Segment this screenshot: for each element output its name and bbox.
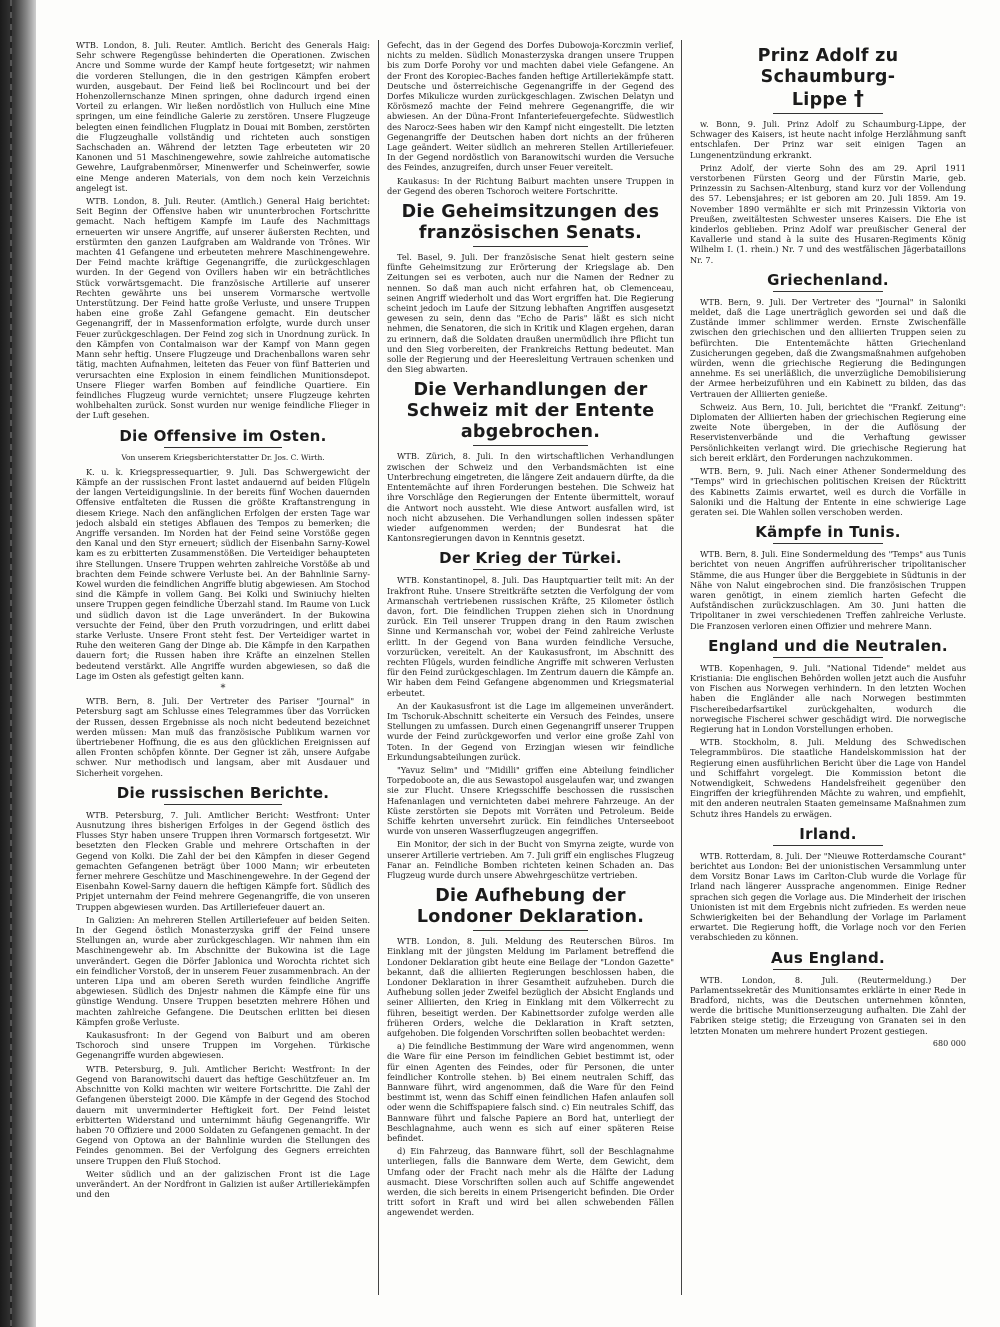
- headline-rule: [773, 291, 883, 292]
- book-binding-edge: [0, 0, 36, 1327]
- article-text: WTB. Zürich, 8. Juli. In den wirtschaftlichen Verhandlungen zwischen der Schweiz und den Verbandsmächten ist eine Unterbrechung eingetreten, die längere Zeit andauern dürfte, da die Ententemächte auf ihren Forderungen bestehen. Die Schweiz hat ihre Vorschläge den Regierungen der Entente übermittelt, worauf die Antwort noch aussteht. Wie diese Antwort ausfallen wird, ist noch nicht abzusehen. Die Verhandlungen sollen indessen später wieder aufgenommen werden; der Bundesrat hat die Kantonsregierungen davon in Kenntnis gesetzt.: [387, 451, 674, 544]
- article-text: WTB. Bern, 9. Juli. Der Vertreter des "Journal" in Saloniki meldet, daß die Lage unerträglich geworden sei und daß die Zustände immer schlimmer werden. Ernste Zwischenfälle zwischen den griechischen und den alliierten Truppen seien zu befürchten. Die Ententemächte hätten Griechenland Zusicherungen gegeben, daß die Zwangsmaßnahmen aufgehoben würden, wenn die griechische Regierung die Bedingungen annehme. Es sei unerläßlich, die unverzügliche Demobilisierung der Armee herbeizuführen und ein Kabinett zu bilden, das das Vertrauen der Alliierten genieße.: [690, 296, 966, 399]
- article-text: "Yavuz Selim" und "Midilli" griffen eine Abteilung feindlicher Torpedoboote an, die aus Sewastopol ausgelaufen war, und zwangen sie zur Flucht. Unsere Kriegsschiffe beschossen die russischen Hafenanlagen und vernichteten dabei mehrere Fahrzeuge. An der Küste zerstörten sie Depots mit Vorräten und Petroleum. Beide Schiffe kehrten unversehrt zurück. Ein feindliches Unterseeboot wurde von unseren Wasserflugzeugen angegriffen.: [387, 764, 674, 837]
- death-cross-icon: †: [853, 86, 865, 110]
- headline-line: Prinz Adolf zu Schaumburg-: [757, 46, 899, 87]
- headline-verhandlungen-schweiz: Die Verhandlungen der Schweiz mit der Entente abgebrochen.: [406, 380, 655, 443]
- headline-kaempfe-tunis: Kämpfe in Tunis.: [755, 523, 901, 542]
- headline-rule: [773, 543, 883, 544]
- article-text: WTB. Stockholm, 8. Juli. Meldung des Schwedischen Telegrammbüros. Die staatliche Handelskommission hat der Regierung einen ausführlichen Bericht über die Lage von Handel und Schiffahrt vorgelegt. Die Kommission betont die Notwendigkeit, Schwedens Handelsfreiheit gegenüber den Eingriffen der kriegführenden Mächte zu wahren, und empfiehlt, mit den anderen neutralen Staaten gemeinsame Maßnahmen zum Schutz ihres Handels zu erwägen.: [690, 737, 966, 819]
- headline-rule: [164, 804, 282, 805]
- headline-prinz-adolf: [690, 46, 966, 111]
- article-text: WTB. London, 8. Juli. Reuter. (Amtlich.) General Haig berichtet: Seit Beginn der Offensive haben wir ununterbrochen Fortschritte gemacht. Nach heftigem Kampfe im Laufe des Nachmittags erneuerten wir unsere Angriffe, auf unserer äußersten Rechten, und erstürmten den ganzen Laufgraben am Waldrande von Trônes. Wir machten 41 Gefangene und erbeuteten mehrere Maschinengewehre. Der Feind machte kräftige Gegenangriffe, die zurückgeschlagen wurden. In der Gegend von Ovillers haben wir ein beträchtliches Stück vorwärtsgemacht. Die französische Artillerie auf unserer Rechten gewährte uns bei unserem Vormarsche wertvolle Unterstützung. Der Feind hatte große Verluste, und unsere Truppen haben eine große Zahl Gefangene gemacht. Ein deutscher Gegenangriff, der in Massenformation erfolgte, wurde durch unser Feuer zurückgeschlagen. Der Feind zog sich in Unordnung zurück. In den Kämpfen von Contalmaison war der Kampf von Mann gegen Mann sehr heftig. Unsere Flugzeuge und Drachenballons waren sehr tätig, machten Aufnahmen, leiteten das Feuer von fünf Batterien und verursachten eine Explosion in einem feindlichen Munitionsdepot. Unsere Flieger warfen Bomben auf feindliche Quartiere. Ein feindliches Flugzeug wurde vernichtet; unsere Flugzeuge kehrten wohlbehalten zurück. Sonst wurden nur wenige feindliche Flieger in der Luft gesehen.: [76, 196, 370, 421]
- print-number: 680 000: [932, 1038, 966, 1048]
- article-text: WTB. London, 8. Juli. Reuter. Amtlich. Bericht des Generals Haig: Sehr schwere Regengüsse behinderten die Operationen. Zwischen Ancre und Somme wurde der Kampf heute fortgesetzt; wir nahmen die vorderen Stellungen, die in den gestrigen Kämpfen erobert wurden, ausgebaut. Der Feind ließ bei Roclincourt und bei der Hohenzollernschanze Minen springen, ohne dadurch irgend einen Vorteil zu erlangen. Wir ließen nordöstlich von Hulluch eine Mine springen, um eine feindliche Galerie zu zerstören. Unsere Flugzeuge belegten einen feindlichen Flugplatz in Douai mit Bomben, zerstörten die Flugzeughalle vollständig und richteten auch sonstigen Sachschaden an. Während der letzten Tage erbeuteten wir 20 Kanonen und 51 Maschinengewehre, sowie zahlreiche automatische Gewehre, Laufgrabenmörser, Minenwerfer und Scheinwerfer, sowie eine Menge anderen Materials, von dem noch kein Verzeichnis angelegt ist.: [76, 40, 370, 193]
- column-3: [690, 40, 966, 1295]
- newspaper-page: [76, 40, 966, 1300]
- headline-rule: [473, 246, 588, 247]
- article-text: WTB. Konstantinopel, 8. Juli. Das Hauptquartier teilt mit: An der Irakfront Ruhe. Unsere Streitkräfte setzten die Verfolgung der vom Armanschah vertriebenen russischen Kräfte, 25 Kilometer östlich davon, fort. Die feindlichen Truppen ziehen sich in Unordnung zurück. Ein Teil unserer Truppen drang in den Raum zwischen Sinne und Kermanschah vor, wobei der Feind zahlreiche Verluste erlitt. In der Gegend von Bana wurden feindliche Versuche, vorzurücken, vereitelt. An der Kaukasusfront, im Abschnitt des rechten Flügels, wurden feindliche Angriffe mit schweren Verlusten für den Feind zurückgeschlagen. Im Zentrum dauern die Kämpfe an. Wir haben dem Feind Gefangene abgenommen und Kriegsmaterial erbeutet.: [387, 575, 674, 698]
- article-text: Kaukasus: In der Richtung Baiburt machten unsere Truppen in der Gegend des oberen Tschoroch weitere Fortschritte.: [387, 175, 674, 196]
- headline-rule: [773, 969, 883, 970]
- headline-rule: [164, 447, 282, 448]
- headline-rule: [773, 657, 883, 658]
- article-text: Prinz Adolf, der vierte Sohn des am 29. April 1911 verstorbenen Fürsten Georg und der Fürstin Marie, geb. Prinzessin zu Sachsen-Altenburg, stand kurz vor der Vollendung des 57. Lebensjahres; er ist geboren am 20. Juli 1859. Am 19. November 1890 vermählte er sich mit Prinzessin Viktoria von Preußen, zweitältesten Schwester unseres Kaisers. Die Ehe ist kinderlos geblieben. Prinz Adolf war preußischer General der Kavallerie und stand à la suite des Husaren-Regiments König Wilhelm I. (1. rhein.) Nr. 7 und des westfälischen Jägerbataillons Nr. 7.: [690, 162, 966, 265]
- article-text: WTB. Bern, 9. Juli. Nach einer Athener Sondermeldung des "Temps" wird in griechischen politischen Kreisen der Rücktritt des Kabinetts Zaimis erwartet, weil es durch die Vorfälle in Saloniki und die Haltung der Entente in eine schwierige Lage geraten sei. Die Wahlen sollen verschoben werden.: [690, 466, 966, 517]
- column-2: [387, 40, 674, 1295]
- headline-rule: [773, 845, 883, 846]
- byline: Von unserem Kriegsberichterstatter Dr. Jos. C. Wirth.: [121, 452, 325, 462]
- headline-offensive-osten: Die Offensive im Osten.: [119, 426, 327, 445]
- headline-londoner-deklaration: Die Aufhebung der Londoner Deklaration.: [416, 886, 645, 928]
- headline-rule: [473, 569, 588, 570]
- article-text: WTB. Petersburg, 9. Juli. Amtlicher Bericht: Westfront: In der Gegend von Baranowitschi dauert das heftige Geschützfeuer an. Im Abschnitte von Kolki machten wir weitere Fortschritte. Die Zahl der Gefangenen übersteigt 2000. Die Kämpfe in der Gegend des Stochod dauern mit unverminderter Heftigkeit fort. Der Feind leistet erbitterten Widerstand und unternimmt häufig Gegenangriffe. Wir haben 70 Offiziere und 2000 Soldaten zu Gefangenen gemacht. In der Gegend von Optowa an der Bahnlinie wurden die Stellungen des Feindes genommen. Bei der Verfolgung des Gegners erreichten unsere Truppen den Fluß Stochod.: [76, 1063, 370, 1166]
- section-star: *: [220, 682, 226, 694]
- column-rule: [378, 40, 379, 1295]
- article-text: Ein Monitor, der sich in der Bucht von Smyrna zeigte, wurde von unserer Artillerie vertrieben. Am 7. Juli griff ein englisches Flugzeug Fanar an. Feindliche Bomben richteten keinen Schaden an. Das Flugzeug wurde durch unsere Abwehrgeschütze vertrieben.: [387, 839, 674, 880]
- article-text: WTB. Kopenhagen, 9. Juli. "National Tidende" meldet aus Kristiania: Die englischen Behörden wollen jetzt auch die Ausfuhr von Fischen aus Norwegen verhindern. In den letzten Wochen haben die Engländer alle nach Norwegen bestimmten Fischereibedarfsartikel zurückgehalten, wodurch die norwegische Fischerei schwer geschädigt wird. Die norwegische Regierung hat in London Vorstellungen erhoben.: [690, 662, 966, 734]
- article-text: Tel. Basel, 9. Juli. Der französische Senat hielt gestern seine fünfte Geheimsitzung zur Erörterung der Kriegslage ab. Den Zeitungen sei es verboten, auch nur die Namen der Redner zu nennen. So daß man auch nicht erfahren hat, ob Clemenceau, seinen Angriff wiederholt und das Wort ergriffen hat. Die Regierung scheint jedoch im Laufe der Sitzung lebhaften Angriffen ausgesetzt gewesen zu sein, denn das "Echo de Paris" läßt es sich nicht nehmen, die Senatoren, die sich in Kritik und Klagen ergehen, daran zu erinnern, daß die Soldaten draußen unermüdlich ihre Pflicht tun und den Sieg vorbereiten, der Frankreichs Rettung bedeutet. Man solle der Regierung und der Heeresleitung Vertrauen schenken und den Sieg abwarten.: [387, 252, 674, 375]
- headline-krieg-tuerkei: Der Krieg der Türkei.: [439, 549, 622, 568]
- headline-word: Lippe: [791, 90, 848, 110]
- column-rule: [681, 40, 682, 1295]
- column-1: [76, 40, 370, 1295]
- article-text: Kaukasusfront: In der Gegend von Baiburt und am oberen Tschoroch sind unsere Truppen im Vorgehen. Türkische Gegenangriffe wurden abgewiesen.: [76, 1030, 370, 1061]
- article-text: d) Ein Fahrzeug, das Bannware führt, soll der Beschlagnahme unterliegen, falls die Bannware dem Werte, dem Gewicht, dem Umfang oder der Fracht nach mehr als die Hälfte der Ladung ausmacht. Diese Vorschriften sollen auch auf Schiffe angewendet werden, die sich bereits in einem Prisengericht befinden. Die Order tritt sofort in Kraft und wird bei allen schwebenden Fällen angewendet werden.: [387, 1146, 674, 1218]
- article-text: WTB. Bern, 8. Juli. Der Vertreter des Pariser "Journal" in Petersburg sagt am Schlusse eines Telegrammes über das Vorrücken der Russen, dessen Ergebnisse als noch nicht bedeutend bezeichnet werden müssen: Man muß das französische Publikum warnen vor übertriebener Hoffnung, die es aus den glücklichen Ereignissen auf allen Fronten schöpfen könnte. Der Gegner ist zäh, unsere Aufgabe schwer. Nur methodisch und langsam, aber mit Ausdauer und Sicherheit vorgehen.: [76, 696, 370, 778]
- headline-england-neutrale: England und die Neutralen.: [708, 636, 948, 655]
- article-text: WTB. London, 8. Juli. (Reutermeldung.) Der Parlamentssekretär des Munitionsamtes erklärte in einer Rede in Bradford, nichts, was die Deutschen unternehmen könnten, werde die britische Munitionserzeugung aufhalten. Die Zahl der Fabriken steige stetig; die Erzeugung von Granaten sei in den letzten Monaten um mehrere hundert Prozent gestiegen.: [690, 974, 966, 1036]
- article-text: Weiter südlich und an der galizischen Front ist die Lage unverändert. An der Nordfront in Galizien ist außer Artilleriekämpfen und den: [76, 1168, 370, 1200]
- article-text: WTB. Petersburg, 7. Juli. Amtlicher Bericht: Westfront: Unter Ausnutzung ihres bisherigen Erfolges in der Gegend östlich des Flusses Styr haben unsere Truppen ihren Vormarsch fortgesetzt. Wir besetzten den Flecken Grable und mehrere Ortschaften in der Gegend von Kolki. Die Zahl der bei den Kämpfen in dieser Gegend gemachten Gefangenen beträgt über 1000 Mann; wir erbeuteten ferner mehrere Geschütze und Maschinengewehre. In der Gegend der Eisenbahn Kowel-Sarny dauern die heftigen Kämpfe fort. Südlich des Pripjet unternahm der Feind mehrere Gegenangriffe, die von unseren Truppen abgewiesen wurden. Das Artilleriefeuer dauert an.: [76, 809, 370, 912]
- article-text: Schweiz. Aus Bern, 10. Juli, berichtet die "Frankf. Zeitung": Diplomaten der Alliierten haben der griechischen Regierung eine zweite Note übergeben, in der die Auflösung der Reservistenverbände und die Verhaftung gewisser Persönlichkeiten verlangt wird. Die griechische Regierung hat sich bereit erklärt, den Forderungen nachzukommen.: [690, 401, 966, 463]
- headline-griechenland: Griechenland.: [767, 270, 889, 289]
- article-text: K. u. k. Kriegspressequartier, 9. Juli. Das Schwergewicht der Kämpfe an der russischen Front lastet andauernd auf beiden Flügeln der langen Verteidigungslinie. In der bereits fünf Wochen dauernden Offensive entfalteten die Russen die größte Kraftanstrengung in diesem Kriege. Nach den anfänglichen Erfolgen der ersten Tage war jedoch alsbald ein stetiges Abflauen des Tempos zu bemerken; die Angriffe versanden. Im Norden hat der Feind seine Vorstöße gegen den Kanal und den Styr erneuert; südlich der Eisenbahn Sarny-Kowel kam es zu erbitterten Zusammenstößen. Die Verteidiger behaupteten ihre Stellungen. Unsere Truppen wehrten zahlreiche Vorstöße ab und brachten dem Feinde schwere Verluste bei. An der Bahnlinie Sarny-Kowel wurden die feindlichen Angriffe blutig abgewiesen. Am Stochod sind die Kämpfe in vollem Gang. Bei Kolki und Swiniuchy hielten unsere Truppen gegen feindliche Überzahl stand. Im Raume von Luck und südlich davon ist die Lage unverändert. In der Bukowina versuchte der Feind, über den Pruth vorzudringen, und erlitt dabei starke Verluste. Unsere Front steht fest. Der Verteidiger wartet in Ruhe den weiteren Gang der Dinge ab. Die Kämpfe in den Karpathen dauern fort; die Russen haben ihre Kräfte an einzelnen Stellen bedeutend verstärkt. Alle Angriffe wurden abgewiesen, so daß die Lage im Osten als gefestigt gelten kann.: [76, 466, 370, 681]
- headline-russische-berichte: Die russischen Berichte.: [116, 783, 330, 802]
- article-text: In Galizien: An mehreren Stellen Artilleriefeuer auf beiden Seiten. In der Gegend östlich Monasterzyska griff der Feind unsere Stellungen an, wurde aber zurückgeschlagen. Wir nahmen ihm ein Maschinengewehr ab. Im Abschnitte der Bukowina ist die Lage unverändert. Gegen die Dörfer Jablonica und Worochta richtet sich ein feindlicher Vorstoß, der in unserem Feuer zusammenbrach. An der unteren Lipa und am oberen Sereth wurden feindliche Angriffe abgewiesen. Südlich des Dnjestr nahmen die Kämpfe eine für uns günstige Wendung. Unsere Truppen besetzten mehrere Höhen und machten zahlreiche Gefangene. Die Deutschen erlitten bei diesen Kämpfen große Verluste.: [76, 914, 370, 1027]
- article-text: WTB. Bern, 8. Juli. Eine Sondermeldung des "Temps" aus Tunis berichtet von neuen Angriffen aufrührerischer tripolitanischer Stämme, die aus Hunger über die Berggebiete in Südtunis in der Nähe von Nalut eingebrochen sind. Die französischen Truppen waren genötigt, in einem ziemlich harten Gefecht die Aufständischen zurückzuschlagen. Am 30. Juni hatten die Tripolitaner in zwei verschiedenen Treffen zahlreiche Verluste. Die Franzosen verloren einen Offizier und mehrere Mann.: [690, 549, 966, 631]
- headline-geheimsitzungen-senat: Die Geheimsitzungen des französischen Senats.: [401, 202, 660, 244]
- article-text: Gefecht, das in der Gegend des Dorfes Dubowoja-Korczmin verlief, nichts zu melden. Südlich Monasterzyska drangen unsere Truppen bis zum Dorfe Porohy vor und machten dabei viele Gefangene. An der Front des Koropiec-Baches fanden heftige Artilleriekämpfe statt. Deutsche und österreichische Gegenangriffe in der Gegend des Dorfes Mikulicze wurden zurückgeschlagen. Zwischen Delatyn und Körösmező machte der Feind mehrere Gegenangriffe, die wir abwiesen. An der Düna-Front Infanteriefeuergefechte. Südwestlich des Narocz-Sees haben wir den Kampf nicht eingestellt. Die letzten Gegenangriffe der Deutschen haben dort nichts an der früheren Lage geändert. Weiter südlich an mehreren Stellen Artilleriefeuer. In der Gegend nordöstlich von Baranowitschi wurden die Versuche des Feindes, anzugreifen, durch unser Feuer vereitelt.: [387, 40, 674, 173]
- article-text: WTB. Rotterdam, 8. Juli. Der "Nieuwe Rotterdamsche Courant" berichtet aus London: Bei der unionistischen Versammlung unter dem Vorsitz Bonar Laws im Carlton-Club wurde die Vorlage für Irland nach längerer Aussprache angenommen. Einige Redner sprachen sich gegen die Vorlage aus. Die Minderheit der irischen Unionisten ist mit dem Ergebnis nicht zufrieden. Es werden neue Schwierigkeiten bei der Behandlung der Vorlage im Parlament erwartet. Die Regierung hofft, die Vorlage noch vor den Ferien verabschieden zu können.: [690, 850, 966, 943]
- article-text: a) Die feindliche Bestimmung der Ware wird angenommen, wenn die Ware für eine Person im feindlichen Gebiet bestimmt ist, oder für einen Agenten des Feindes, oder für Personen, die unter feindlicher Kontrolle stehen. b) Bei einem neutralen Schiff, das Bannware führt, wird angenommen, daß die Ware für den Feind bestimmt ist, wenn das Schiff einen feindlichen Hafen anlaufen soll oder wenn die Schiffspapiere falsch sind. c) Ein neutrales Schiff, das Bannware führt und falsche Papiere an Bord hat, unterliegt der Beschlagnahme, auch wenn es sich auf einer späteren Reise befindet.: [387, 1041, 674, 1144]
- article-text: w. Bonn, 9. Juli. Prinz Adolf zu Schaumburg-Lippe, der Schwager des Kaisers, ist heute nacht infolge Herzlähmung sanft entschlafen. Der Prinz war seit einigen Tagen an Lungenentzündung erkrankt.: [690, 119, 966, 160]
- headline-rule: [473, 445, 588, 446]
- article-text: An der Kaukasusfront ist die Lage im allgemeinen unverändert. Im Tschoruk-Abschnitt scheiterte ein Versuch des Feindes, unsere Stellungen zu umfassen. Durch einen Gegenangriff unserer Truppen wurde der Feind zurückgeworfen und verlor eine große Zahl von Toten. In der Gegend von Erzingjan wiesen wir feindliche Erkundungsabteilungen zurück.: [387, 700, 674, 762]
- headline-rule: [473, 930, 588, 931]
- article-text: WTB. London, 8. Juli. Meldung des Reuterschen Büros. Im Einklang mit der jüngsten Meldung im Parlament betreffend die Londoner Deklaration gibt heute eine Beilage der "London Gazette" bekannt, daß die alliierten Regierungen beschlossen haben, die Londoner Deklaration in ihrer Gesamtheit aufzuheben. Durch die Aufhebung sollen jeder Zweifel bezüglich der Absicht Englands und seiner Alliierten, den Krieg in Einklang mit dem Völkerrecht zu führen, beseitigt werden. Der Kabinettsorder zufolge werden alle früheren Orders, welche die Deklaration in Kraft setzten, aufgehoben. Die folgenden Vorschriften sollen beobachtet werden:: [387, 936, 674, 1039]
- headline-rule: [773, 113, 883, 114]
- headline-aus-england: Aus England.: [770, 948, 886, 967]
- headline-line: [690, 88, 966, 111]
- headline-irland: Irland.: [799, 824, 857, 843]
